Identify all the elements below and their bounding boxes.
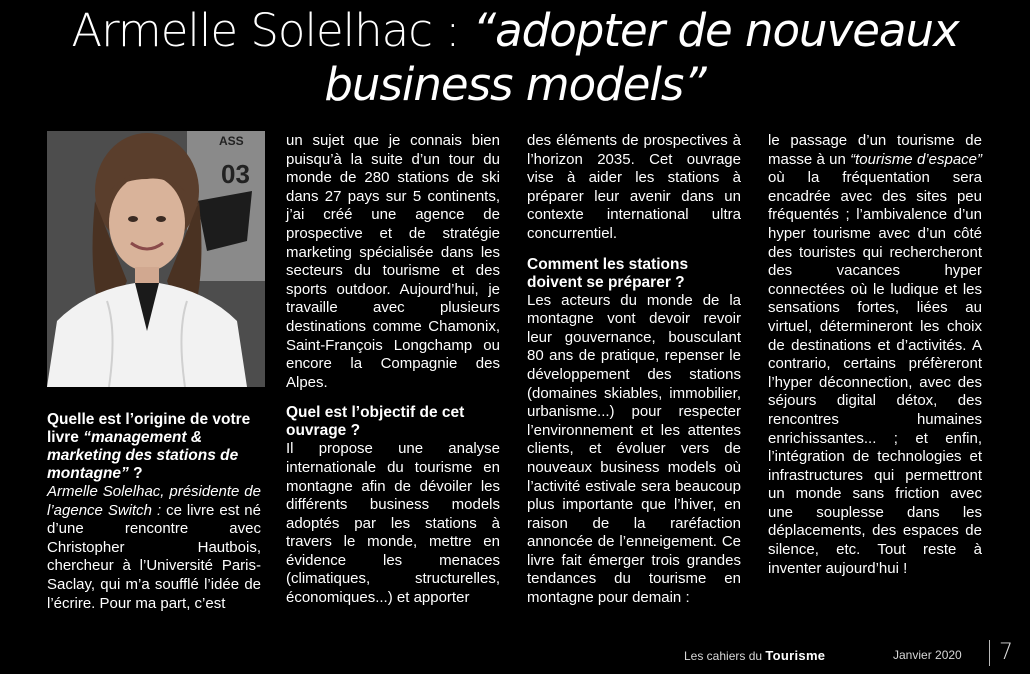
portrait-photo <box>47 131 265 387</box>
column-3 <box>527 132 741 608</box>
question-3: Comment les stations doivent se préparer ? <box>527 255 689 291</box>
column-1 <box>47 411 261 613</box>
sign-text: ASS <box>219 134 244 148</box>
magazine-name <box>684 648 825 663</box>
portrait-illustration <box>47 131 265 387</box>
answer-1-lede: Armelle Solelhac, présidente de l’agence Switch : <box>47 483 261 519</box>
answer-1-text: ce livre est né d’une rencontre avec Christopher Hautbois, chercheur à l’Université Paris-Saclay, qui m’a soufflé l’idée de l’écrire. Pour ma part, c’est <box>47 501 261 612</box>
magazine-title: Tourisme <box>765 648 826 663</box>
question-1-end: ? <box>128 465 143 482</box>
title-quote: “adopter de nouveaux business models” <box>324 4 959 111</box>
magazine-prefix: Les cahiers du <box>684 649 766 663</box>
answer-1-cont: un sujet que je connais bien puisqu’à la suite d’un tour du monde de 280 stations de ski dans 27 pays sur 5 continents, j’ai créé une agence de prospective et de stratégie marketing spécialisée dans les secteurs du tourisme et des sports outdoor. Aujourd’hui, je travaille avec plusieurs destinations comme Chamonix, Saint-François Longchamp ou encore la Compagnie des Alpes. <box>286 132 500 391</box>
article-title <box>0 4 1030 112</box>
answer-3-cont-em: “tourisme d’espace” <box>850 150 982 168</box>
answer-1 <box>47 483 261 613</box>
question-1-book-title: “management & marketing des stations de montagne” <box>47 429 239 482</box>
question-1-text: Quelle est l’origine de votre livre <box>47 411 251 446</box>
sign-number: 03 <box>221 159 250 189</box>
answer-2-cont: des éléments de prospectives à l’horizon 2035. Cet ouvrage vise à aider les stations à préparer leur avenir dans un contexte international ultra concurrentiel. <box>527 132 741 242</box>
column-2 <box>286 132 500 608</box>
answer-3-cont <box>768 132 982 578</box>
answer-2: Il propose une analyse internationale du tourisme en montagne afin de dévoiler les différents business models adoptés par les stations à travers le monde, mettre en évidence les menaces (climatiques, structurelles, économiques...) et apporter <box>286 440 500 607</box>
footer-divider <box>989 640 990 666</box>
column-4 <box>768 132 982 578</box>
page-number: 7 <box>999 640 1013 665</box>
page-footer <box>0 640 1030 674</box>
answer-3-cont-b: où la fréquentation sera encadrée avec des sites peu fréquentés ; l’ambivalence d’un hyper tourisme avec d’un côté des touristes qui rechercheront des vacances hyper connectées où le ludique et les sensations fortes, liées au virtuel, détermineront les choix de destinations et d’activités. A contrario, certains préfèreront l’hyper déconnection, avec des séjours digital détox, des rencontres humaines enrichissantes... ; et enfin, l’intégration de technologies et infrastructures qui permettront un monde sans friction avec une souplesse dans les déplacements, des espaces de silence, etc. Tout reste à inventer aujourd’hui ! <box>768 169 982 577</box>
question-2: Quel est l’objectif de cet ouvrage ? <box>286 404 465 440</box>
title-name: Armelle Solelhac : <box>71 4 473 57</box>
issue-date: Janvier 2020 <box>893 648 962 662</box>
question-1 <box>47 411 261 483</box>
answer-3-cont-a: le passage d’un tourisme de masse à un <box>768 132 982 168</box>
answer-3: Les acteurs du monde de la montagne vont devoir revoir leur gouvernance, bousculant 80 ans de pratique, repenser le développement des stations (domaines skiables, immobilier, urbanisme...) pour respecter l’environnement et les attentes clients, et évoluer vers de nouveaux business models où l’activité estivale sera beaucoup plus importante que l’hiver, en raison de la raréfaction annoncée de l’enneigement. Ce livre fait émerger trois grandes tendances du tourisme en montagne pour demain : <box>527 291 741 607</box>
